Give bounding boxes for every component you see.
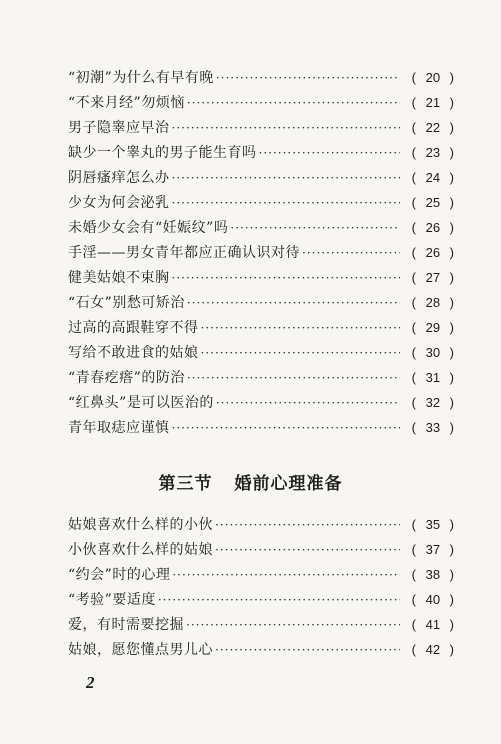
toc-leader-dots (172, 416, 401, 441)
toc-leader-dots (216, 391, 400, 416)
toc-entry (68, 340, 454, 365)
toc-entry-title: 男子隐睾应早治 (68, 120, 170, 136)
toc-leader-dots (215, 638, 400, 663)
toc-leader-dots (302, 241, 400, 266)
toc-leader-dots (216, 66, 400, 91)
toc-entry-page: ( 31 ) (411, 370, 454, 385)
toc-entry-page: ( 22 ) (411, 120, 454, 135)
toc-entry (68, 90, 454, 115)
toc-entry-page: ( 23 ) (411, 145, 454, 160)
toc-entry (68, 115, 454, 140)
toc-leader-dots (187, 291, 400, 316)
toc-entry-title: 写给不敢进食的姑娘 (68, 345, 199, 361)
toc-entry-title: 少女为何会泌乳 (68, 195, 170, 211)
toc-entry-title: 手淫——男女青年都应正确认识对待 (68, 245, 300, 261)
toc-entry-title: 过高的高跟鞋穿不得 (68, 320, 199, 336)
toc-entry (68, 562, 454, 587)
toc-entry-title: 小伙喜欢什么样的姑娘 (68, 542, 213, 558)
toc-list-part1 (68, 65, 454, 440)
toc-entry-title: “初潮”为什么有早有晚 (68, 70, 214, 86)
toc-entry (68, 315, 454, 340)
toc-entry (68, 140, 454, 165)
toc-entry-page: ( 37 ) (411, 542, 454, 557)
toc-entry-page: ( 20 ) (411, 70, 454, 85)
page-number: 2 (86, 673, 95, 692)
toc-leader-dots (215, 538, 400, 563)
toc-entry-page: ( 42 ) (411, 642, 454, 657)
toc-entry (68, 637, 454, 662)
toc-entry-page: ( 28 ) (411, 295, 454, 310)
toc-entry (68, 390, 454, 415)
toc-entry-page: ( 32 ) (411, 395, 454, 410)
toc-entry (68, 215, 454, 240)
toc-entry-title: “不来月经”勿烦恼 (68, 95, 185, 111)
toc-leader-dots (215, 513, 400, 538)
toc-entry-title: 未婚少女会有“妊娠纹”吗 (68, 220, 229, 236)
toc-entry (68, 365, 454, 390)
toc-entry-page: ( 38 ) (411, 567, 454, 582)
toc-leader-dots (158, 588, 400, 613)
toc-entry (68, 190, 454, 215)
toc-entry (68, 165, 454, 190)
toc-entry-title: “约会”时的心理 (68, 567, 171, 583)
toc-leader-dots (201, 316, 401, 341)
toc-entry-page: ( 27 ) (411, 270, 454, 285)
toc-entry-page: ( 26 ) (411, 220, 454, 235)
toc-entry-title: 阴唇瘙痒怎么办 (68, 170, 170, 186)
toc-entry-page: ( 25 ) (411, 195, 454, 210)
toc-entry-page: ( 33 ) (411, 420, 454, 435)
toc-entry-page: ( 26 ) (411, 245, 454, 260)
section-number: 第三节 (158, 474, 213, 494)
toc-entry-page: ( 41 ) (411, 617, 454, 632)
toc-entry-page: ( 40 ) (411, 592, 454, 607)
toc-entry-title: 姑娘，愿您懂点男儿心 (68, 642, 213, 658)
toc-entry-title: “青春疙瘩”的防治 (68, 370, 185, 386)
toc-leader-dots (187, 91, 400, 116)
toc-entry (68, 512, 454, 537)
toc-leader-dots (201, 341, 401, 366)
toc-entry-title: 姑娘喜欢什么样的小伙 (68, 517, 213, 533)
toc-entry (68, 265, 454, 290)
toc-entry-title: 爱，有时需要挖掘 (68, 617, 184, 633)
toc-list-part2 (68, 512, 454, 662)
toc-leader-dots (172, 166, 401, 191)
toc-entry (68, 240, 454, 265)
toc-leader-dots (187, 366, 400, 391)
toc-entry (68, 65, 454, 90)
toc-entry-title: 健美姑娘不束胸 (68, 270, 170, 286)
toc-entry-title: “石女”别愁可矫治 (68, 295, 185, 311)
toc-entry-page: ( 29 ) (411, 320, 454, 335)
section-title: 婚前心理准备 (234, 474, 343, 494)
toc-leader-dots (172, 266, 401, 291)
toc-leader-dots (172, 563, 400, 588)
toc-entry (68, 612, 454, 637)
toc-entry-title: 青年取痣应谨慎 (68, 420, 170, 436)
toc-leader-dots (230, 216, 400, 241)
toc-leader-dots (172, 116, 401, 141)
toc-entry-page: ( 24 ) (411, 170, 454, 185)
toc-leader-dots (186, 613, 400, 638)
toc-entry-title: “红鼻头”是可以医治的 (68, 395, 214, 411)
toc-entry-page: ( 30 ) (411, 345, 454, 360)
toc-leader-dots (172, 191, 401, 216)
toc-entry (68, 290, 454, 315)
toc-entry-title: 缺少一个睾丸的男子能生育吗 (68, 145, 257, 161)
toc-entry-page: ( 21 ) (411, 95, 454, 110)
toc-entry-title: “考验”要适度 (68, 592, 156, 608)
toc-entry-page: ( 35 ) (411, 517, 454, 532)
section-heading (0, 469, 501, 494)
toc-entry (68, 587, 454, 612)
toc-leader-dots (259, 141, 401, 166)
toc-entry (68, 537, 454, 562)
toc-entry (68, 415, 454, 440)
